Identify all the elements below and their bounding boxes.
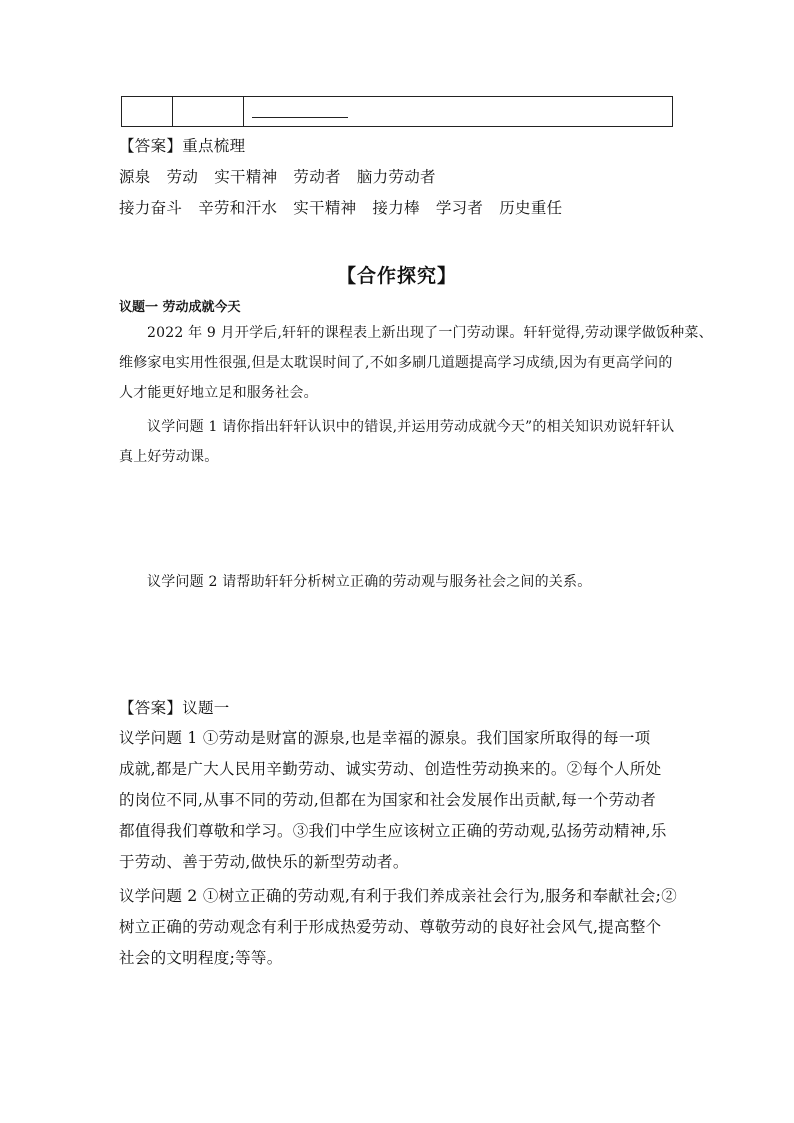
keyword: 源泉 (119, 168, 151, 186)
keyword: 历史重任 (499, 199, 563, 217)
section-title: 【合作探究】 (336, 265, 457, 287)
answer-1-line: 成就,都是广大人民用辛勤劳动、诚实劳动、创造性劳动换来的。②每个人所处 (119, 760, 662, 778)
keyword: 辛劳和汗水 (198, 199, 278, 217)
keyword: 实干精神 (293, 199, 357, 217)
answer-1-line: 都值得我们尊敬和学习。③我们中学生应该树立正确的劳动观,弘扬劳动精神,乐 (119, 822, 667, 840)
question-2: 议学问题 2 请帮助轩轩分析树立正确的劳动观与服务社会之间的关系。 (147, 574, 592, 590)
question-1-line: 议学问题 1 请你指出轩轩认识中的错误,并运用劳动成就今天”的相关知识劝说轩轩认 (147, 419, 675, 435)
top-table (121, 96, 673, 127)
answer-1-line: 的岗位不同,从事不同的劳动,但都在为国家和社会发展作出贡献,每一个劳动者 (119, 791, 657, 809)
keyword-row-2 (119, 196, 578, 218)
scenario-line: 2022 年 9 月开学后,轩轩的课程表上新出现了一门劳动课。轩轩觉得,劳动课学做饭种菜、 (147, 325, 713, 341)
answer-header: 【答案】重点梳理 (119, 137, 246, 155)
answer-2-line: 树立正确的劳动观念有利于形成热爱劳动、尊敬劳动的良好社会风气,提高整个 (119, 918, 662, 936)
keyword-row-1 (119, 165, 452, 187)
keyword: 接力奋斗 (119, 199, 183, 217)
scenario-line: 人才能更好地立足和服务社会。 (119, 385, 318, 401)
answer-1-line: 于劳动、善于劳动,做快乐的新型劳动者。 (119, 853, 409, 871)
keyword: 学习者 (435, 199, 484, 217)
keyword: 劳动 (166, 168, 199, 186)
answer-2-line: 社会的文明程度;等等。 (119, 949, 283, 967)
scenario-line: 维修家电实用性很强,但是太耽误时间了,不如多刷几道题提高学习成绩,因为有更高学问的 (119, 355, 673, 371)
question-1-line: 真上好劳动课。 (119, 449, 219, 465)
fill-blank-line (252, 117, 348, 118)
keyword: 实干精神 (214, 168, 278, 186)
keyword: 脑力劳动者 (356, 168, 436, 186)
answer-header: 【答案】议题一 (119, 699, 230, 717)
keyword: 接力棒 (372, 199, 420, 217)
answer-2-line: 议学问题 2 ①树立正确的劳动观,有利于我们养成亲社会行为,服务和奉献社会;② (119, 887, 677, 905)
answer-1-line: 议学问题 1 ①劳动是财富的源泉,也是幸福的源泉。我们国家所取得的每一项 (119, 729, 651, 747)
keyword: 劳动者 (293, 168, 341, 186)
table-divider (172, 97, 173, 126)
table-divider (243, 97, 244, 126)
topic-heading: 议题一 劳动成就今天 (119, 300, 241, 315)
